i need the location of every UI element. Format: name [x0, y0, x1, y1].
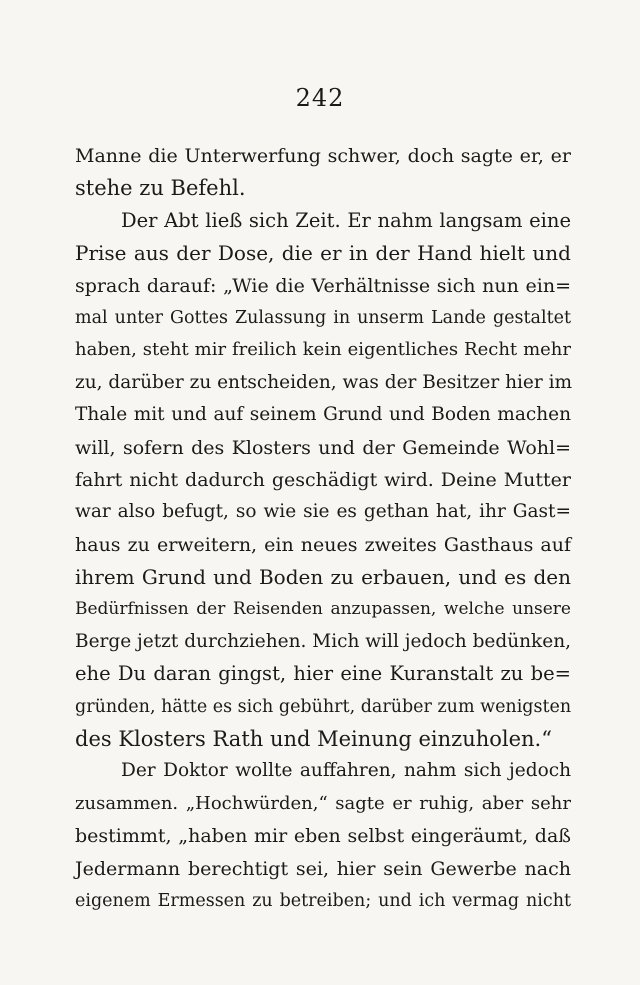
- text-line: Der Abt ließ sich Zeit. Er nahm langsam eine: [121, 208, 571, 232]
- text-line: mal unter Gottes Zulassung in unserm Lande gestaltet: [75, 307, 571, 328]
- text-line: will, sofern des Klosters und der Gemeinde Wohl=: [75, 436, 571, 459]
- text-line: Prise aus der Dose, die er in der Hand hielt und: [75, 241, 571, 266]
- page-number: 242: [295, 84, 345, 112]
- text-line: Berge jetzt durchziehen. Mich will jedoch bedünken,: [75, 630, 571, 652]
- text-line: stehe zu Befehl.: [75, 176, 246, 201]
- text-line: zu, darüber zu entscheiden, was der Besitzer hier im: [75, 371, 573, 393]
- text-line: Thale mit und auf seinem Grund und Boden machen: [75, 404, 571, 426]
- body-text: [75, 140, 571, 917]
- text-line: gründen, hätte es sich gebührt, darüber zum wenigsten: [75, 696, 572, 717]
- text-line: war also befugt, so wie sie es gethan hat, ihr Gast=: [75, 501, 571, 523]
- text-line: Der Doktor wollte auffahren, nahm sich jedoch: [121, 760, 571, 782]
- text-line: fahrt nicht dadurch geschädigt wird. Deine Mutter: [75, 468, 571, 491]
- text-line: ehe Du daran gingst, hier eine Kuranstalt zu be=: [75, 662, 571, 686]
- text-line: sprach darauf: „Wie die Verhältnisse sich nun ein=: [75, 274, 571, 297]
- text-line: eigenem Ermessen zu betreiben; und ich vermag nicht: [75, 890, 571, 911]
- text-line: Jedermann berechtigt sei, hier sein Gewerbe nach: [75, 857, 571, 880]
- text-line: haben, steht mir freilich kein eigentliches Recht mehr: [75, 339, 571, 361]
- text-line: Manne die Unterwerfung schwer, doch sagte er, er: [75, 145, 571, 167]
- text-line: ihrem Grund und Boden zu erbauen, und es den: [75, 565, 571, 590]
- text-line: zusammen. „Hochwürden,“ sagte er ruhig, aber sehr: [75, 792, 571, 814]
- text-line: Bedürfnissen der Reisenden anzupassen, welche unsere: [75, 599, 571, 620]
- text-line: haus zu erweitern, ein neues zweites Gasthaus auf: [75, 533, 571, 556]
- text-line: des Klosters Rath und Meinung einzuholen.“: [75, 727, 552, 752]
- text-line: bestimmt, „haben mir eben selbst eingeräumt, daß: [75, 825, 571, 848]
